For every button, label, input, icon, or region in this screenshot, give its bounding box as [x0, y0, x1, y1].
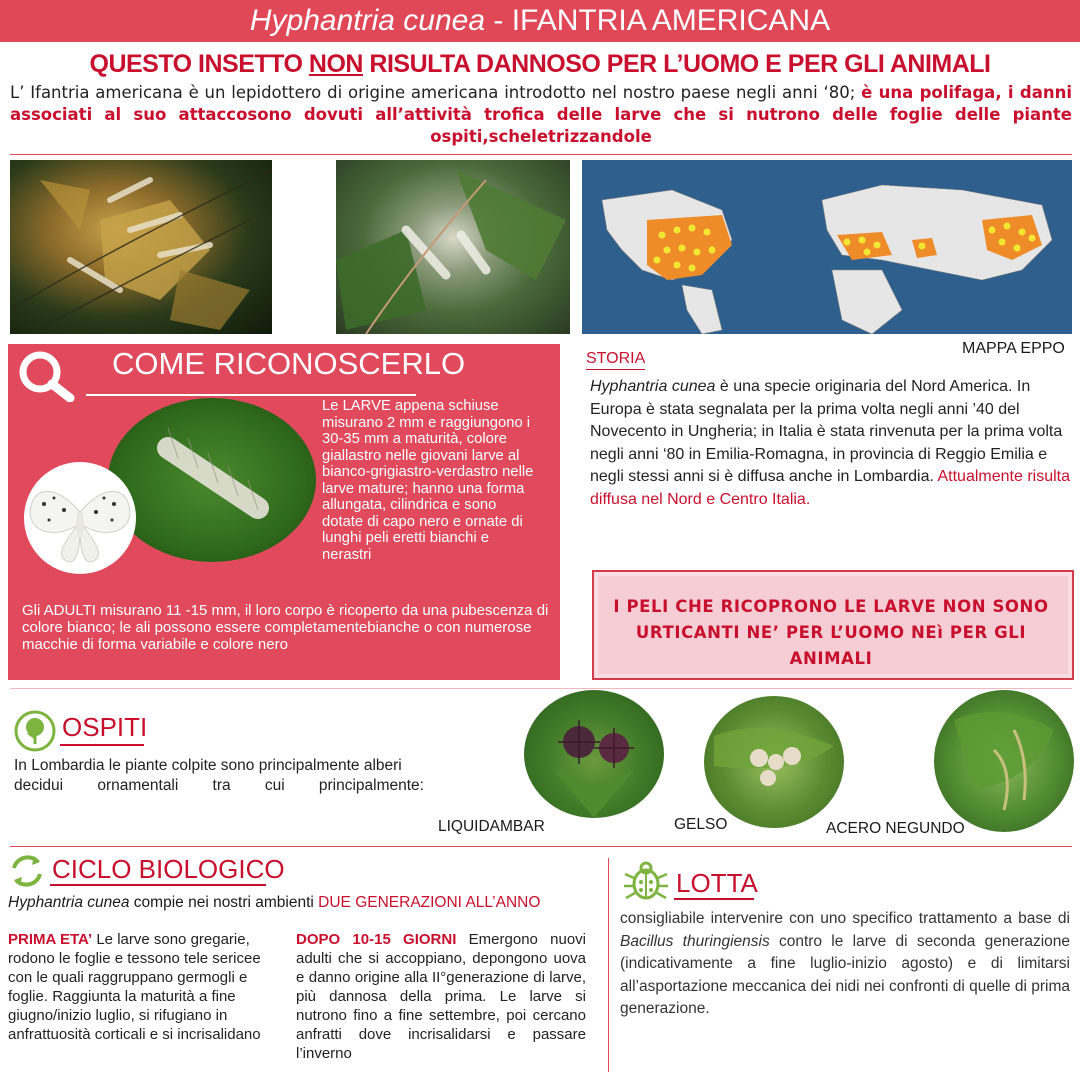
ciclo-intro	[8, 894, 540, 912]
caterpillar-photo-1	[10, 160, 272, 334]
acero-negundo-photo	[934, 690, 1074, 832]
divider-mid	[10, 688, 1072, 689]
caterpillar-photo-2	[336, 160, 570, 334]
identification-title-underline	[86, 394, 416, 396]
storia-text	[590, 376, 1074, 511]
adults-description: Gli ADULTI misurano 11 -15 mm, il loro corpo è ricoperto da una pubescenza di colore bianco; le ali possono essere completamentebianche o con numerose macchie di forma variabile e colore nero	[22, 602, 549, 653]
larva-photo	[108, 398, 316, 562]
ciclo-intro-text: compie nei nostri ambienti	[129, 894, 319, 911]
headline-part3: RISULTA DANNOSO PER L’UOMO E PER GLI ANIMALI	[362, 50, 991, 78]
divider-top	[10, 154, 1072, 155]
dopo-label: DOPO 10-15 GIORNI	[296, 931, 457, 948]
tree-icon	[14, 710, 56, 752]
moth-photo	[24, 462, 136, 574]
cycle-icon	[6, 850, 48, 892]
ospiti-line1: In Lombardia le piante colpite sono principalmente alberi	[14, 757, 402, 774]
column-divider	[608, 858, 609, 1072]
prima-eta-body: Le larve sono gregarie, rodono le foglie e tessono tele sericee con le quali raggruppano germogli e foglie. Raggiunta la maturità a fine giugno/inizio luglio, si rifugiano in anfrattuosità corticali e si incrisalidano	[8, 931, 261, 1043]
species-name: Hyphantria cunea	[249, 4, 486, 37]
lotta-text2: contro le larve di seconda generazione (indicativamente a fine luglio-inizio agosto) e di limitarsi all’asportazione meccanica dei nidi nei confronti di quelle di prima generazione.	[620, 932, 1070, 1017]
title-separator: -	[485, 4, 512, 37]
intro-bold: è una polifaga, i danni associati al suo attaccosono dovuti all’attività trofica delle larve che si nutrono delle foglie delle piante ospiti,scheletrizzandole	[10, 83, 1072, 146]
ciclo-highlight: DUE GENERAZIONI ALL’ANNO	[318, 894, 541, 911]
prima-eta-label: PRIMA ETA’	[8, 931, 93, 948]
lotta-title: LOTTA	[676, 868, 758, 898]
intro-text	[10, 82, 1072, 148]
storia-body: è una specie originaria del Nord America. In Europa è stata segnalata per la prima volta negli anni ’40 del Novecento in Ungheria; in Italia è stata rinvenuta per la prima volta negli anni ‘80 in Emilia-Romagna, in provincia di Reggio Emilia e negli stessi anni si è diffusa anche in Lombardia.	[590, 378, 1063, 485]
ospiti-underline	[60, 744, 144, 746]
magnifier-icon	[14, 348, 76, 402]
identification-title: COME RICONOSCERLO	[112, 346, 466, 381]
lotta-text1: consigliabile intervenire con uno specifico trattamento a base di	[620, 910, 1070, 927]
lotta-underline	[674, 898, 754, 900]
ciclo-title: CICLO BIOLOGICO	[52, 854, 285, 884]
common-name: IFANTRIA AMERICANA	[511, 4, 831, 37]
plant-label-gelso: GELSO	[674, 816, 728, 833]
map-caption: MAPPA EPPO	[962, 340, 1065, 357]
headline-non: NON	[308, 50, 363, 78]
warning-text: I PELI CHE RICOPRONO LE LARVE NON SONO URTICANTI NE’ PER L’UOMO NEì PER GLI ANIMALI	[613, 597, 1049, 668]
storia-species: Hyphantria cunea	[590, 378, 716, 395]
lotta-text	[620, 908, 1070, 1021]
liquidambar-photo	[524, 690, 664, 818]
prima-eta-text	[8, 930, 280, 1044]
ospiti-line2: decidui ornamentali tra cui principalmente:	[14, 777, 424, 794]
larvae-description: Le LARVE appena schiuse misurano 2 mm e raggiungono i 30-35 mm a maturità, colore giallastro nelle giovani larve al bianco-grigiastro-verdastro nelle larve mature; hanno una forma allungata, cilindrica e sono dotate di capo nero e ornate di lunghi peli eretti bianchi e nerastri	[322, 398, 534, 563]
lotta-species: Bacillus thuringiensis	[620, 932, 770, 950]
dopo-text	[296, 930, 586, 1063]
ciclo-species: Hyphantria cunea	[8, 894, 130, 911]
dopo-body: Emergono nuovi adulti che si accoppiano, depongono uova e danno origine alla II°generazione di larve, più dannosa della prima. Le larve si nutrono fino a fine settembre, poi cercano anfratti dove incrisalidarsi e passare l’inverno	[296, 931, 586, 1062]
eppo-distribution-map	[582, 160, 1072, 334]
headline	[0, 50, 1080, 79]
intro-normal: L’ Ifantria americana è un lepidottero di origine americana introdotto nel nostro paese negli anni ‘80;	[10, 83, 862, 102]
ospiti-title: OSPITI	[62, 712, 148, 742]
plant-label-liquidambar: LIQUIDAMBAR	[438, 818, 545, 835]
headline-part1: QUESTO INSETTO	[89, 50, 309, 78]
storia-highlight: Attualmente risulta diffusa nel Nord e Centro Italia.	[590, 468, 1070, 508]
storia-title: STORIA	[586, 350, 645, 370]
plant-label-acero: ACERO NEGUNDO	[826, 820, 965, 837]
ciclo-underline	[50, 884, 266, 886]
divider-bottom	[10, 846, 1072, 847]
bug-icon	[622, 860, 670, 902]
gelso-photo	[704, 696, 844, 828]
title-banner	[0, 0, 1080, 42]
